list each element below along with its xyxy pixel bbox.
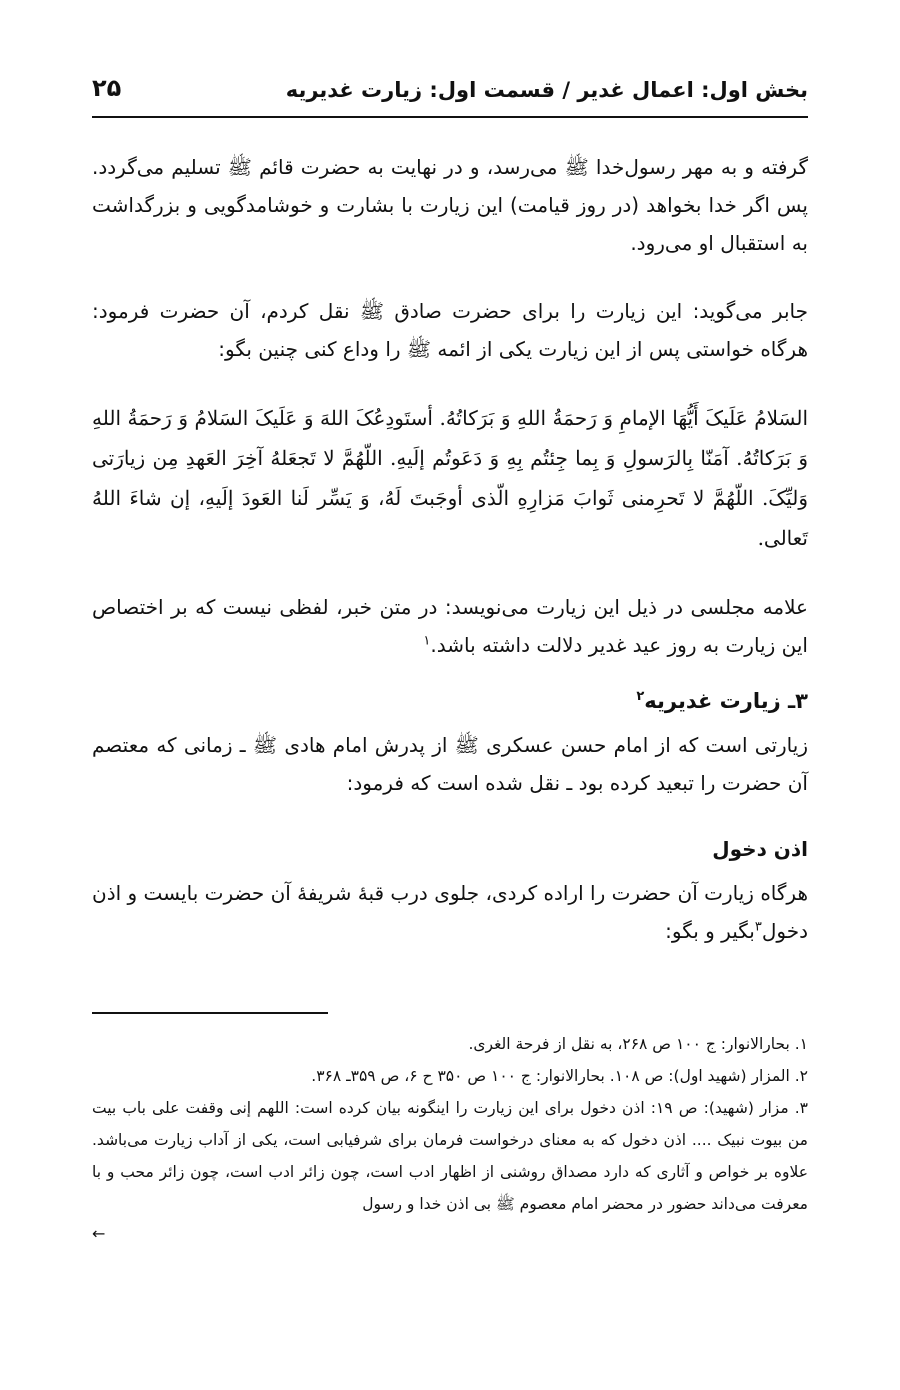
paragraph-5: زیارتی است که از امام حسن عسکری ﷺ از پدرش امام هادی ﷺ ـ زمانی که معتصم آن حضرت را تبعید کرده بود ـ نقل شده است که فرمود: <box>92 733 808 795</box>
paragraph-6-text-b: بگیر و بگو: <box>665 919 755 943</box>
paragraph-2: جابر می‌گوید: این زیارت را برای حضرت صادق ﷺ نقل کردم، آن حضرت فرمود: هرگاه خواستی پس از این زیارت یکی از ائمه ﷺ را وداع کنی چنین بگو: <box>92 299 808 361</box>
section-heading <box>92 684 808 718</box>
footnote-3: ۳. مزار (شهید): ص ۱۹: اذن دخول برای این زیارت را اینگونه بیان کرده است: اللهم إنی وقفت علی باب بیت من بیوت نبیک .... اذن دخول که به معنای درخواست فرمان برای شرفیابی است، یکی از آداب زیارت می‌باشد. علاوه بر خواص و آثاری که دارد مصداق روشنی از اظهار ادب است، چون زائر ادب است، چون زائر محب و با معرفت می‌داند حضور در محضر امام معصوم ﷺ بی اذن خدا و رسول <box>92 1099 808 1213</box>
header-divider <box>92 116 808 118</box>
footnote-marker-2[interactable]: ۲ <box>636 689 645 704</box>
footnote-divider <box>92 1012 328 1014</box>
paragraph-6 <box>92 874 808 950</box>
book-page <box>92 60 808 1360</box>
paragraph-4 <box>92 588 808 664</box>
footnote-1: ۱. بحارالانوار: ج ۱۰۰ ص ۲۶۸، به نقل از فرحة الغری. <box>468 1035 808 1053</box>
paragraph-4-text: علامه مجلسی در ذیل این زیارت می‌نویسد: در متن خبر، لفظی نیست که بر اختصاص این زیارت به روز عید غدیر دلالت داشته باشد. <box>92 595 808 657</box>
main-text <box>92 148 808 980</box>
continue-arrow-icon: ← <box>92 1224 106 1243</box>
header-title: بخش اول: اعمال غدیر / قسمت اول: زیارت غدیریه <box>285 78 808 102</box>
paragraph-6-text-a: هرگاه زیارت آن حضرت را اراده کردی، جلوی درب قبهٔ شریفهٔ آن حضرت بایست و اذن دخول <box>92 881 808 943</box>
running-header <box>92 74 808 110</box>
footnote-marker-3[interactable]: ۳ <box>754 919 762 935</box>
footnotes <box>92 1028 808 1248</box>
section-heading-text: ۳ـ زیارت غدیریه <box>644 689 808 713</box>
arabic-farewell-text: السَلامُ عَلَیکَ أَیُّهَا الإمامِ وَ رَحمَةُ اللهِ وَ بَرَکاتُهُ. أستَودِعُکَ اللهَ وَ عَلَیکَ السَلامُ وَ رَحمَةُ اللهِ وَ بَرَکاتُهُ. آمَنّا بِالرَسولِ وَ بِما جِئتُم بِهِ وَ دَعَوتُم إلَیهِ. اللّهُمَّ لا تَجعَلهُ آخِرَ العَهدِ مِن زیارَتی وَلیِّکَ. اللّهُمَّ لا تَحرِمنی ثَوابَ مَزارِهِ الّذی أوجَبتَ لَهُ، وَ یَسِّر لَنا العَودَ إلَیهِ، إن شاءَ اللهُ تَعالی. <box>92 406 808 550</box>
footnote-2: ۲. المزار (شهید اول): ص ۱۰۸. بحارالانوار: ج ۱۰۰ ص ۳۵۰ ح ۶، ص ۳۵۹ـ ۳۶۸. <box>311 1067 808 1085</box>
subheading: اذن دخول <box>712 837 808 861</box>
paragraph-1: گرفته و به مهر رسول‌خدا ﷺ می‌رسد، و در نهایت به حضرت قائم ﷺ تسلیم می‌گردد. پس اگر خدا بخواهد (در روز قیامت) این زیارت با بشارت و خوشامدگویی و بزرگداشت به استقبال او می‌رود. <box>92 155 808 255</box>
page-number: ۲۵ <box>92 74 122 102</box>
footnote-marker-1[interactable]: ۱ <box>423 633 431 649</box>
